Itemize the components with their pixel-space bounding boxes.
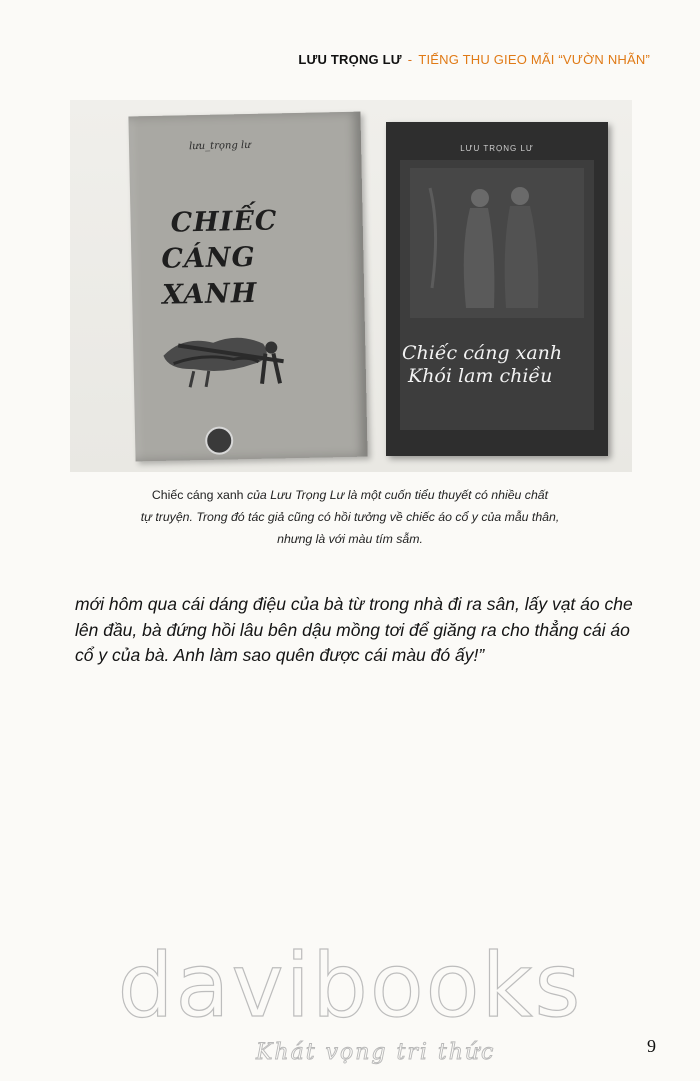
book2-title-line2: Khói lam chiều [408,365,553,387]
book1-title [161,202,352,314]
page-number: 9 [647,1036,656,1056]
body-paragraph [75,592,637,669]
book2-title [402,342,602,388]
header-separator: - [407,52,413,67]
header-author: LƯU TRỌNG LƯ [298,52,402,67]
caption-book-title: Chiếc cáng xanh [151,488,244,502]
caption-line3: nhưng là với màu tím sẫm. [277,532,423,546]
book2-title-line1: Chiếc cáng xanh [402,342,563,364]
watermark-brand: davibooks [117,934,583,1037]
book2-cover-panel [400,160,594,430]
book-cover-chiec-cang-xanh-khoi-lam-chieu [386,122,608,456]
photo-caption [110,484,590,550]
book1-title-line1: CHIẾC [170,205,278,239]
caption-line1-rest: của Lưu Trọng Lư là một cuốn tiểu thuyết có nhiều chất [243,488,549,502]
book-cover-chiec-cang-xanh [128,112,367,462]
book2-author: LƯU TRỌNG LƯ [460,144,534,153]
body-line3: cổ y của bà. Anh làm sao quên được cái màu đó ấy!” [75,645,485,665]
body-line1: mới hôm qua cái dáng điệu của bà từ trong nhà đi ra sân, lấy vạt áo che [75,594,633,614]
body-line2: lên đầu, bà đứng hồi lâu bên dậu mồng tơi để giăng ra cho thẳng cái áo [75,619,630,640]
book1-title-line2: CÁNG XANH [161,241,258,311]
running-header [298,52,650,67]
book1-publisher-emblem-icon [205,426,234,455]
book-covers-photo [70,100,632,472]
caption-line2: tự truyện. Trong đó tác giả cũng có hồi tưởng về chiếc áo cổ y của mẫu thân, [140,510,560,524]
book1-illustration [152,303,294,396]
header-series-title: TIẾNG THU GIEO MÃI “VƯỜN NHÃN” [418,52,650,67]
watermark-tagline: Khát vọng tri thức [256,1040,496,1065]
caption-line1 [110,484,590,506]
book1-author: lưu_trọng lư [188,139,251,153]
book2-illustration [410,168,584,318]
